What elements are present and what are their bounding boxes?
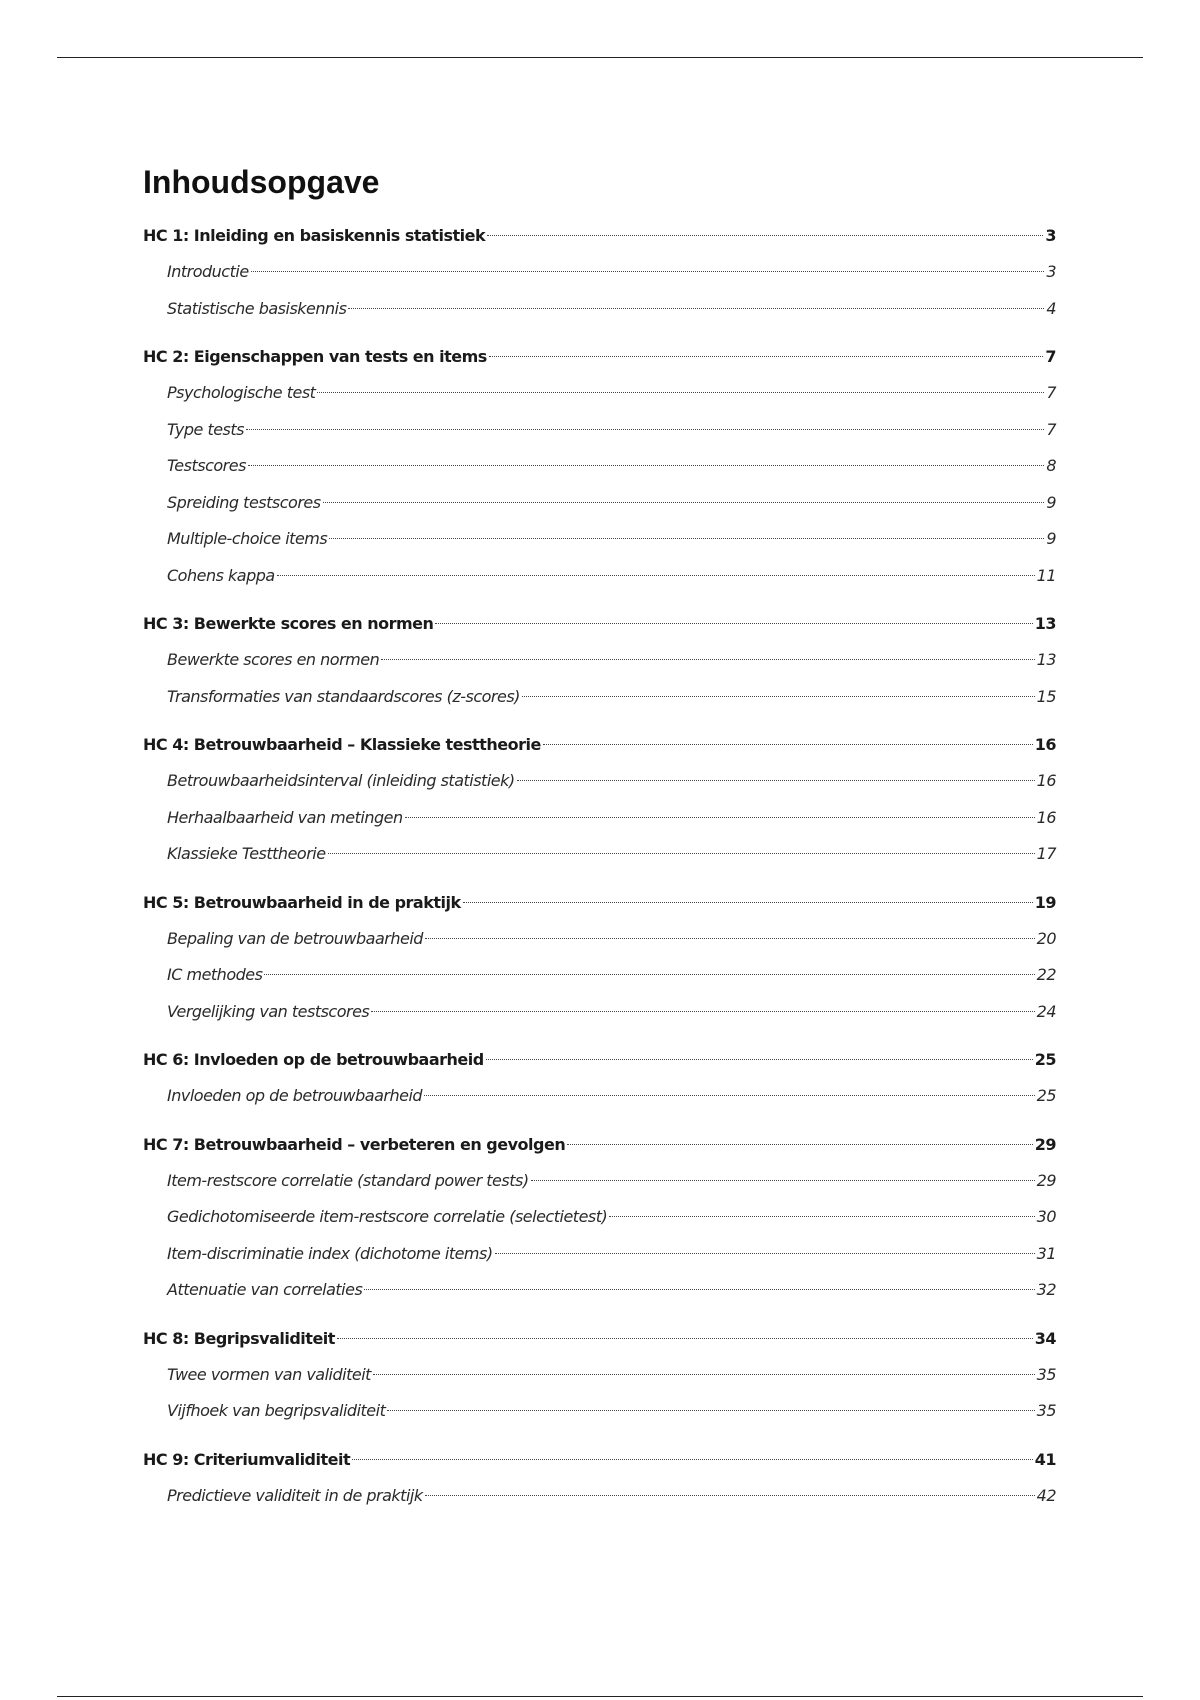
toc-section-label: Vergelijking van testscores [167,1001,370,1021]
toc-section-link[interactable] [143,1357,1056,1394]
dot-leader [517,780,1035,781]
toc-section-label: Cohens kappa [167,565,275,585]
toc-section-page: 15 [1036,686,1056,706]
dot-leader [425,938,1035,939]
toc-section-label: Gedichotomiseerde item-restscore correlatie (selectietest) [167,1207,608,1226]
toc-section-page: 35 [1036,1364,1056,1384]
toc-section-label: Transformaties van standaardscores (z-scores) [167,686,520,706]
toc-section-link[interactable] [143,254,1056,291]
toc-chapter-label: HC 1: Inleiding en basiskennis statistiek [143,226,486,245]
toc-chapter-label: HC 5: Betrouwbaarheid in de praktijk [143,892,461,912]
toc-chapter [143,727,1056,873]
dot-leader [381,659,1034,660]
toc-section-page: 42 [1036,1485,1056,1505]
toc-section-label: Klassieke Testtheorie [167,844,326,863]
dot-leader [424,1095,1035,1096]
dot-leader [435,623,1032,624]
toc-section-link[interactable] [143,836,1056,873]
dot-leader [329,538,1044,539]
toc-section-link[interactable] [143,642,1056,679]
toc-section-page: 24 [1036,1001,1056,1021]
toc-chapter-page: 19 [1034,892,1056,912]
dot-leader [373,1374,1035,1375]
toc-section-label: Type tests [167,419,244,439]
toc-chapter [143,1321,1056,1430]
toc-section-label: Testscores [167,456,246,475]
toc-section-page: 30 [1036,1207,1056,1226]
toc-chapter-label: HC 8: Begripsvaliditeit [143,1328,335,1348]
toc-chapter [143,885,1056,1031]
toc-chapter [143,1442,1056,1515]
dot-leader [489,356,1044,357]
toc-section-label: Introductie [167,262,249,281]
toc-section-label: Item-discriminatie index (dichotome items) [167,1243,493,1263]
toc-section-link[interactable] [143,291,1056,328]
dot-leader [543,744,1033,745]
dot-leader [567,1144,1033,1145]
toc-section-link[interactable] [143,1478,1056,1515]
toc-section-link[interactable] [143,994,1056,1031]
toc-chapter-page: 3 [1045,226,1056,245]
toc-chapter-link[interactable] [143,1321,1056,1357]
dot-leader [487,235,1043,236]
toc-chapter-link[interactable] [143,606,1056,642]
toc-section-link[interactable] [143,679,1056,716]
toc-section-page: 17 [1036,844,1056,863]
toc-section-page: 11 [1036,565,1056,585]
dot-leader [486,1059,1033,1060]
toc-section-page: 22 [1036,965,1056,984]
dot-leader [371,1011,1034,1012]
toc-section-link[interactable] [143,1236,1056,1273]
toc-section-page: 3 [1046,262,1056,281]
toc-section-page: 32 [1036,1280,1056,1299]
dot-leader [609,1216,1034,1217]
toc-section-label: Invloeden op de betrouwbaarheid [167,1086,423,1105]
dot-leader [323,502,1045,503]
toc-section-label: Herhaalbaarheid van metingen [167,807,403,827]
toc-chapter-link[interactable] [143,727,1056,763]
table-of-contents [143,160,1056,1526]
toc-section-label: Predictieve validiteit in de praktijk [167,1485,423,1505]
toc-section-page: 31 [1036,1243,1056,1263]
toc-section-label: Psychologische test [167,383,316,402]
dot-leader [248,465,1044,466]
dot-leader [495,1253,1035,1254]
toc-section-page: 8 [1046,456,1056,475]
toc-chapter-link[interactable] [143,1042,1056,1078]
toc-section-page: 16 [1036,807,1056,827]
dot-leader [246,429,1044,430]
toc-chapter-label: HC 2: Eigenschappen van tests en items [143,347,487,366]
toc-section-link[interactable] [143,1163,1056,1200]
toc-entries [143,218,1056,1514]
toc-section-link[interactable] [143,921,1056,958]
toc-chapter [143,606,1056,715]
toc-chapter-page: 25 [1034,1050,1056,1069]
toc-chapter [143,1127,1056,1309]
dot-leader [328,853,1035,854]
dot-leader [425,1495,1035,1496]
toc-chapter-label: HC 4: Betrouwbaarheid – Klassieke testtheorie [143,735,541,754]
dot-leader [522,696,1035,697]
toc-section-label: Attenuatie van correlaties [167,1280,363,1299]
toc-section-page: 4 [1046,298,1056,318]
toc-section-page: 9 [1046,529,1056,548]
toc-chapter-link[interactable] [143,885,1056,921]
toc-chapter-link[interactable] [143,339,1056,375]
toc-section-label: Bewerkte scores en normen [167,650,380,669]
toc-chapter-link[interactable] [143,218,1056,254]
page-title: Inhoudsopgave [143,164,380,200]
toc-section-page: 16 [1036,771,1056,790]
toc-section-link[interactable] [143,1078,1056,1115]
toc-section-link[interactable] [143,1272,1056,1309]
dot-leader [387,1410,1034,1411]
toc-chapter-page: 13 [1034,614,1056,633]
dot-leader [405,817,1035,818]
toc-section-page: 29 [1036,1170,1056,1190]
toc-chapter-page: 29 [1034,1134,1056,1154]
toc-section-link[interactable] [143,800,1056,837]
header-rule [57,57,1143,58]
toc-section-label: Spreiding testscores [167,492,321,512]
toc-chapter-label: HC 3: Bewerkte scores en normen [143,614,434,633]
toc-section-page: 9 [1046,492,1056,512]
dot-leader [364,1289,1034,1290]
toc-section-label: Statistische basiskennis [167,298,347,318]
dot-leader [277,575,1035,576]
toc-chapter [143,339,1056,594]
toc-chapter-page: 7 [1045,347,1056,366]
toc-chapter-page: 16 [1034,735,1056,754]
toc-section-page: 7 [1046,419,1056,439]
toc-section-link[interactable] [143,448,1056,485]
toc-section-link[interactable] [143,1199,1056,1236]
toc-section-label: Item-restscore correlatie (standard power tests) [167,1170,529,1190]
toc-section-page: 7 [1046,383,1056,402]
toc-chapter-label: HC 9: Criteriumvaliditeit [143,1449,351,1469]
toc-section-link[interactable] [143,485,1056,522]
toc-section-link[interactable] [143,1393,1056,1430]
toc-section-link[interactable] [143,412,1056,449]
dot-leader [264,974,1034,975]
toc-chapter-link[interactable] [143,1442,1056,1478]
toc-section-label: IC methodes [167,965,263,984]
toc-section-label: Betrouwbaarheidsinterval (inleiding statistiek) [167,771,515,790]
toc-section-link[interactable] [143,521,1056,558]
toc-chapter-page: 34 [1034,1328,1056,1348]
toc-section-page: 35 [1036,1401,1056,1420]
toc-section-link[interactable] [143,957,1056,994]
toc-section-page: 13 [1036,650,1056,669]
toc-section-label: Twee vormen van validiteit [167,1364,371,1384]
toc-chapter [143,1042,1056,1115]
toc-chapter-label: HC 7: Betrouwbaarheid – verbeteren en gevolgen [143,1134,566,1154]
toc-chapter-link[interactable] [143,1127,1056,1163]
dot-leader [531,1180,1035,1181]
toc-section-label: Multiple-choice items [167,529,328,548]
dot-leader [251,271,1045,272]
toc-section-link[interactable] [143,558,1056,595]
toc-section-link[interactable] [143,375,1056,412]
dot-leader [348,308,1044,309]
toc-section-label: Vijfhoek van begripsvaliditeit [167,1401,386,1420]
toc-section-page: 25 [1036,1086,1056,1105]
dot-leader [463,902,1033,903]
toc-section-page: 20 [1036,928,1056,948]
toc-chapter-page: 41 [1034,1449,1056,1469]
dot-leader [352,1459,1033,1460]
footer-rule [57,1696,1143,1697]
toc-chapter [143,218,1056,327]
toc-section-label: Bepaling van de betrouwbaarheid [167,928,423,948]
dot-leader [317,392,1044,393]
toc-section-link[interactable] [143,763,1056,800]
dot-leader [337,1338,1033,1339]
toc-chapter-label: HC 6: Invloeden op de betrouwbaarheid [143,1050,484,1069]
